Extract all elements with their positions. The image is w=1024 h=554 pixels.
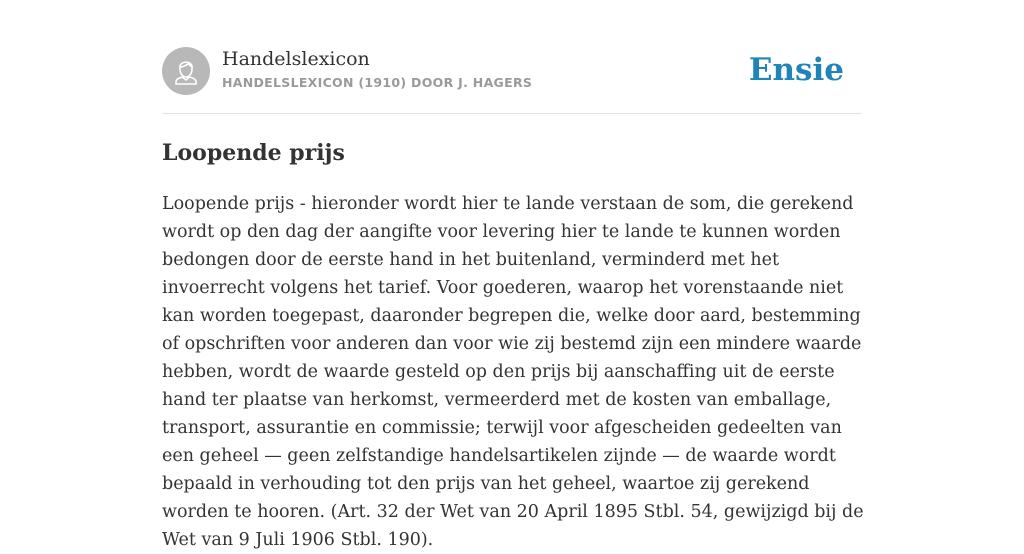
entry-body: Loopende prijs - hieronder wordt hier te lande verstaan de som, die gerekend wordt op den dag der aangifte voor levering hier te lande te kunnen worden bedongen door de eerste hand in het buitenland, verminderd met het invoerrecht volgens het tarief. Voor goederen, waarop het vorenstaande niet kan worden toegepast, daaronder begrepen die, welke door aard, bestemming of opschriften voor anderen dan voor wie zij bestemd zijn een mindere waarde hebben, wordt de waarde gesteld op den prijs bij aanschaffing uit de eerste hand ter plaatse van herkomst, vermeerderd met de kosten van emballage, transport, assurantie en commissie; terwijl voor afgescheiden gedeelten van een geheel — geen zelfstandige handelsartikelen zijnde — de waarde wordt bepaald in verhouding tot den prijs van het geheel, waartoe zij gerekend worden te hooren. (Art. 32 der Wet van 20 April 1895 Stbl. 54, gewijzigd bij de Wet van 9 Juli 1906 Stbl. 190). (162, 194, 864, 550)
ensie-logo[interactable]: Ensie (748, 52, 844, 88)
entry-title: Loopende prijs (162, 140, 345, 166)
author-name[interactable]: Handelslexicon (222, 48, 370, 70)
header-divider (162, 113, 862, 114)
user-icon (162, 47, 210, 95)
source-title[interactable]: HANDELSLEXICON (1910) DOOR J. HAGERS (222, 75, 533, 90)
entry-header (162, 47, 862, 95)
author-avatar[interactable] (162, 47, 210, 95)
